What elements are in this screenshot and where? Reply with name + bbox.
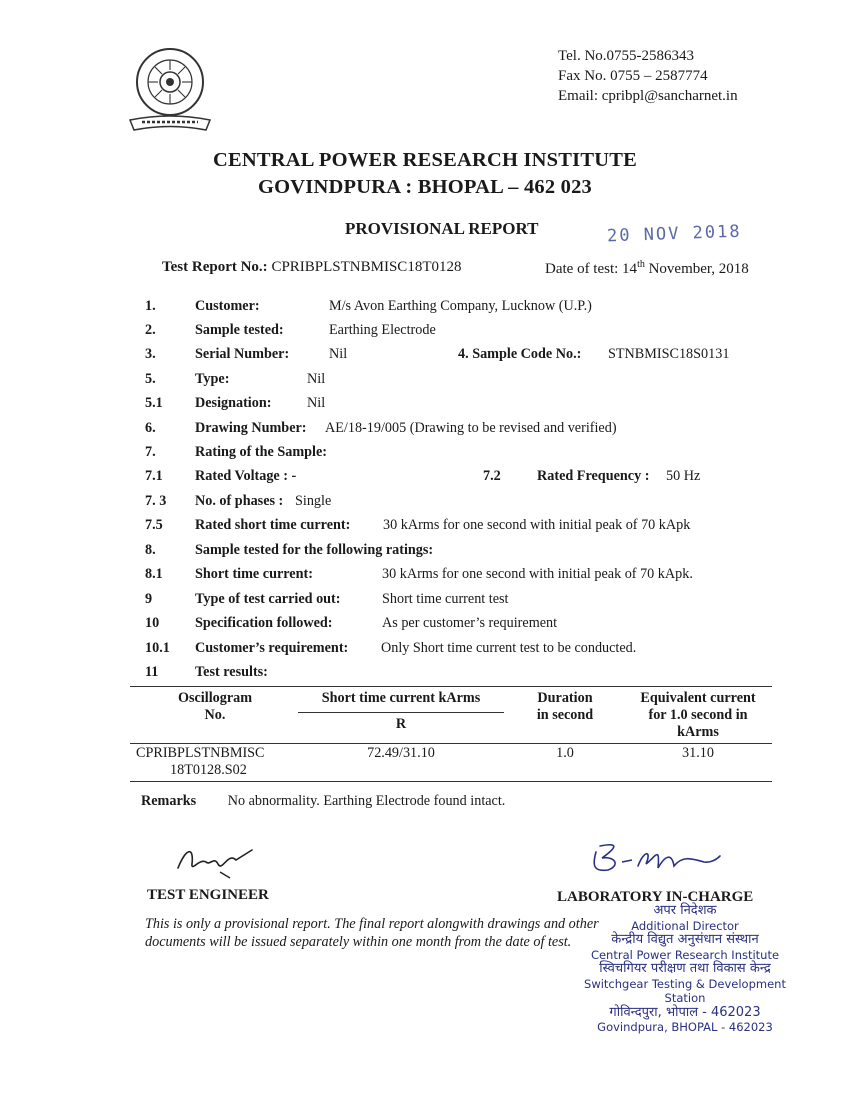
header-duration: Duration in second bbox=[536, 690, 594, 723]
report-title: PROVISIONAL REPORT bbox=[345, 219, 539, 238]
provisional-report-page: Tel. No.0755-2586343 Fax No. 0755 – 2587774 Email: cpribpl@sancharnet.in CENTRAL POWER RESEARCH INSTITUTE GOVINDPURA : BHOPAL – 462 023 PROVISIONAL REPORT 20 NOV 2018 Test Report No.: CPRIBPLSTNBMISC18T0128 Date of test: 14th November, 2018 1. Customer: M/s Avon Earthing Company, Lucknow (U.P.) 2. Sample tested: Earthing Electrode 3. Serial Number: Nil 4. Sample Code No.: STNBMISC18S0131 5. Type: Nil 5.1 Designation: Nil 6. Drawing Number: AE/18-19/005 (Drawing to be revised and verified) 7. Rating of the Sample: 7.1 Rated Voltage : - 7.2 Rated Frequency : 50 Hz 7. 3 No. of phases : Single 7.5 Rated short time current: 30 kArms for one second with initial peak of 70 kApk 8. Sample tested for the following ratings: 8.1 Short time current: 30 kArms for one second with initial peak of 70 kApk. 9 Type of test carried out: Short time current test 10 Specification followed: As per customer’s requirement 10.1 Customer’s requirement: Only Short time current test to be conducted. 11 Test results: Oscillogram No. Short time current kArms R Duration in second Equivalent current for 1.0 second in kArms CPRIBPLSTNBMISC 18T0128.S02 72.49/31.10 1.0 31.10 Remarks No abnormality. Earthing Electrode found intact. TEST ENGINEER LABORATORY IN-CHARGE This is only a provisional report. The final report alongwith drawings and other documents will be issued separately within one month from the date of test. अपर निदेशक Additional Director केन्द्रीय विद्युत अनुसंधान संस्थान Central Power Research Institute स्विचगियर परीक्षण तथा विकास केन्द्र Switchgear Testing & Development Station गोविन्दपुरा, भोपाल - 462023 Govindpura, BHOPAL - 462023 bbox=[0, 0, 850, 1100]
test-engineer-signature-icon bbox=[172, 838, 262, 884]
fax: Fax No. 0755 – 2587774 bbox=[558, 68, 708, 84]
date-of-test: Date of test: 14th November, 2018 bbox=[545, 259, 749, 277]
header-sub-rule bbox=[298, 712, 504, 713]
header-phase-r: R bbox=[395, 716, 407, 732]
header-short-time-current: Short time current kArms bbox=[321, 690, 481, 706]
email: Email: cpribpl@sancharnet.in bbox=[558, 88, 738, 104]
telephone: Tel. No.0755-2586343 bbox=[558, 48, 695, 64]
lab-incharge-signature-icon bbox=[586, 836, 726, 882]
cell-duration: 1.0 bbox=[556, 745, 574, 761]
test-engineer-label: TEST ENGINEER bbox=[147, 887, 269, 903]
cell-short-time-current: 72.49/31.10 bbox=[367, 745, 435, 761]
table-bottom-rule bbox=[130, 781, 772, 782]
cell-oscillogram-no: CPRIBPLSTNBMISC 18T0128.S02 bbox=[136, 745, 265, 778]
header-equivalent-current: Equivalent current for 1.0 second in kArms bbox=[640, 690, 756, 740]
official-seal: अपर निदेशक Additional Director केन्द्रीय विद्युत अनुसंधान संस्थान Central Power Research Institute स्विचगियर परीक्षण तथा विकास केन्द्र Switchgear Testing & Development Station गोविन्दपुरा, भोपाल - 462023 Govindpura, BHOPAL - 462023 bbox=[584, 903, 786, 1034]
institute-name: CENTRAL POWER RESEARCH INSTITUTE bbox=[213, 149, 637, 171]
institute-address: GOVINDPURA : BHOPAL – 462 023 bbox=[257, 176, 592, 198]
cell-equivalent-current: 31.10 bbox=[682, 745, 714, 761]
test-report-number-value: CPRIBPLSTNBMISC18T0128 bbox=[271, 259, 462, 275]
contact-block bbox=[558, 46, 738, 106]
date-stamp: 20 NOV 2018 bbox=[606, 221, 742, 247]
table-header-rule bbox=[130, 743, 772, 744]
remarks-value: No abnormality. Earthing Electrode found intact. bbox=[227, 793, 506, 809]
remarks-label: Remarks bbox=[141, 793, 197, 809]
remarks bbox=[141, 793, 505, 810]
cpri-logo-icon bbox=[120, 42, 220, 142]
table-top-rule bbox=[130, 686, 772, 687]
lab-incharge-label: LABORATORY IN-CHARGE bbox=[557, 889, 754, 905]
test-report-number-label: Test Report No.: bbox=[162, 259, 268, 275]
test-report-number bbox=[162, 259, 461, 276]
header-oscillogram: Oscillogram No. bbox=[177, 690, 253, 723]
disclaimer: This is only a provisional report. The final report alongwith drawings and other documents will be issued separately within one month from the date of test. bbox=[145, 916, 599, 950]
